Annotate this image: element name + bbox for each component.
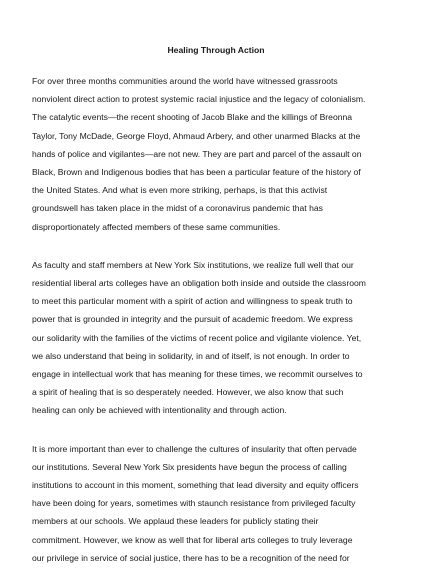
text-line: our solidarity with the families of the victims of recent police and vigilante violence. Yet, — [32, 332, 362, 343]
text-line: As faculty and staff members at New York Six institutions, we realize full well that our — [32, 259, 354, 270]
text-line: disproportionately affected members of these same communities. — [32, 221, 281, 232]
paragraph-1 — [32, 72, 404, 236]
text-line: our privilege in service of social justice, there has to be a recognition of the need for — [32, 552, 350, 563]
text-line: The catalytic events—the recent shooting of Jacob Blake and the killings of Breonna — [32, 112, 353, 123]
text-line: Black, Brown and Indigenous bodies that has been a particular feature of the history of — [32, 167, 361, 178]
text-line: a spirit of healing that is so desperately needed. However, we also know that such — [32, 387, 344, 398]
text-line: power that is grounded in integrity and the pursuit of academic freedom. We express — [32, 314, 353, 325]
text-line: commitment. However, we know as well that for liberal arts colleges to truly leverage — [32, 534, 353, 545]
text-line: the United States. And what is even more striking, perhaps, is that this activist — [32, 185, 328, 196]
paragraph-2 — [32, 256, 404, 420]
text-line: groundswell has taken place in the midst of a coronavirus pandemic that has — [32, 203, 323, 214]
text-line: Taylor, Tony McDade, George Floyd, Ahmaud Arbery, and other unarmed Blacks at the — [32, 130, 361, 141]
text-line: nonviolent direct action to protest systemic racial injustice and the legacy of colonialism. — [32, 94, 366, 105]
text-line: to meet this particular moment with a spirit of action and willingness to speak truth to — [32, 296, 353, 307]
paragraph-3 — [32, 440, 404, 567]
document-title: Healing Through Action — [167, 45, 265, 55]
text-line: have been doing for years, sometimes with staunch resistance from privileged faculty — [32, 498, 356, 509]
text-line: members at our schools. We applaud these leaders for publicly stating their — [32, 516, 319, 527]
text-line: institutions to account in this moment, something that lead diversity and equity officers — [32, 480, 359, 491]
text-line: hands of police and vigilantes—are not new. They are part and parcel of the assault on — [32, 148, 362, 159]
text-line: we also understand that being in solidarity, in and of itself, is not enough. In order to — [32, 350, 350, 361]
text-line: engage in intellectual work that has meaning for these times, we recommit ourselves to — [32, 369, 363, 380]
text-line: our institutions. Several New York Six presidents have begun the process of calling — [32, 461, 347, 472]
text-line: It is more important than ever to challenge the cultures of insularity that often pervade — [32, 443, 357, 454]
text-line: healing can only be achieved with intentionality and through action. — [32, 405, 287, 416]
text-line: For over three months communities around the world have witnessed grassroots — [32, 76, 338, 86]
text-line: residential liberal arts colleges have an obligation both inside and outside the classroom — [32, 278, 366, 289]
document-body — [32, 72, 404, 587]
